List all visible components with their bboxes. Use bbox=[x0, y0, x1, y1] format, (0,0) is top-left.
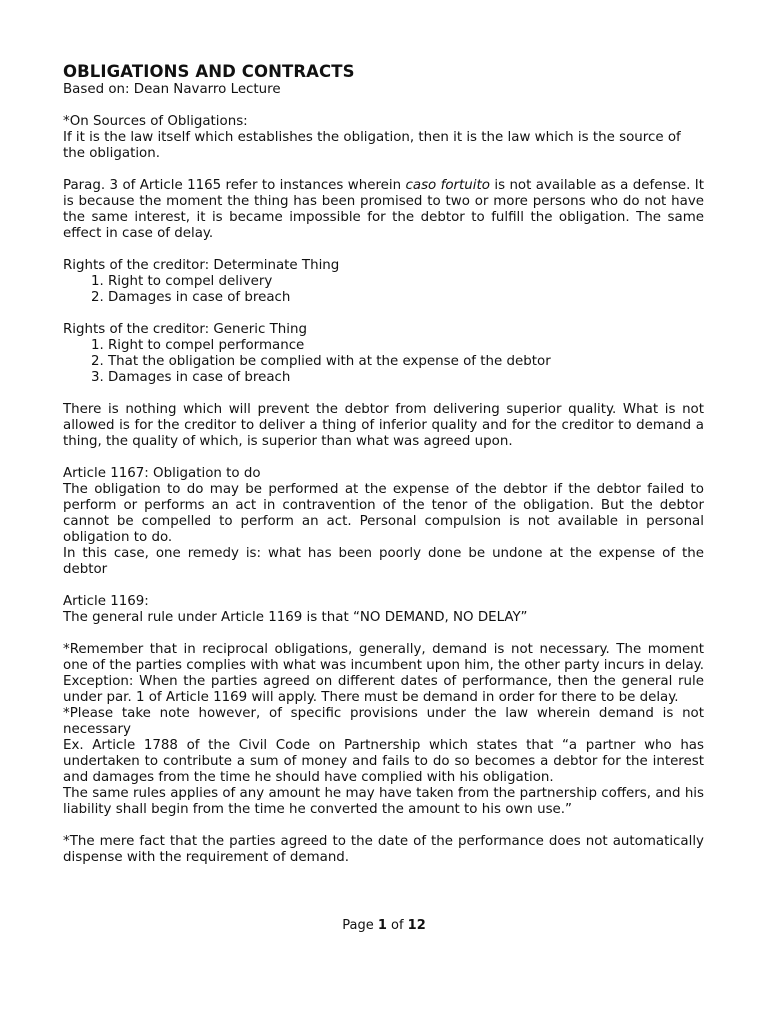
article-1169-heading: Article 1169: bbox=[63, 594, 149, 609]
same-rules-paragraph: The same rules applies of any amount he may have taken from the partnership coffers, and his liability shall begin from the time he converted the amount to his own use.” bbox=[63, 786, 704, 817]
sources-heading: *On Sources of Obligations: bbox=[63, 114, 248, 129]
parag3-text-after: is not available as a defense. It is because the moment the thing has been promised to two or more persons who do not have the same interest, it is became impossible for the debtor to fulfill the obligation. The same effect in case of delay. bbox=[63, 178, 705, 241]
article-1167-remedy: In this case, one remedy is: what has been poorly done be undone at the expense of the debtor bbox=[63, 546, 704, 577]
page-footer bbox=[0, 918, 768, 933]
page-number: 1 bbox=[377, 918, 387, 933]
note-paragraph: *Please take note however, of specific provisions under the law wherein demand is not necessary bbox=[63, 706, 704, 737]
document-body bbox=[63, 62, 704, 866]
mere-fact-paragraph: *The mere fact that the parties agreed to the date of the performance does not automatically dispense with the requirement of demand. bbox=[63, 834, 704, 865]
list-item: 1. Right to compel delivery bbox=[108, 274, 704, 290]
determinate-heading: Rights of the creditor: Determinate Thing bbox=[63, 258, 340, 273]
total-pages: 12 bbox=[407, 918, 426, 933]
superior-quality-paragraph: There is nothing which will prevent the debtor from delivering superior quality. What is not allowed is for the creditor to deliver a thing of inferior quality and for the creditor to demand a thing, the quality of which, is superior than what was agreed upon. bbox=[63, 402, 704, 449]
article-1169-paragraph: The general rule under Article 1169 is that “NO DEMAND, NO DELAY” bbox=[63, 610, 528, 625]
article-1167-heading: Article 1167: Obligation to do bbox=[63, 466, 261, 481]
generic-heading: Rights of the creditor: Generic Thing bbox=[63, 322, 307, 337]
generic-list bbox=[63, 338, 704, 386]
example-paragraph: Ex. Article 1788 of the Civil Code on Partnership which states that “a partner who has undertaken to contribute a sum of money and fails to do so becomes a debtor for the interest and damages from the time he should have complied with his obligation. bbox=[63, 738, 704, 785]
parag3-italic-term: caso fortuito bbox=[405, 178, 490, 193]
remember-paragraph: *Remember that in reciprocal obligations, generally, demand is not necessary. The moment one of the parties complies with what was incumbent upon him, the other party incurs in delay. bbox=[63, 642, 704, 673]
list-item: 3. Damages in case of breach bbox=[108, 370, 704, 386]
document-title: OBLIGATIONS AND CONTRACTS bbox=[63, 62, 355, 81]
list-item: 2. Damages in case of breach bbox=[108, 290, 704, 306]
article-1167-paragraph: The obligation to do may be performed at the expense of the debtor if the debtor failed to perform or performs an act in contravention of the tenor of the obligation. But the debtor cannot be compelled to perform an act. Personal compulsion is not available in personal obligation to do. bbox=[63, 482, 704, 545]
exception-paragraph: Exception: When the parties agreed on different dates of performance, then the general rule under par. 1 of Article 1169 will apply. There must be demand in order for there to be delay. bbox=[63, 674, 704, 705]
of-label: of bbox=[386, 918, 408, 933]
page-label: Page bbox=[342, 918, 378, 933]
parag3-paragraph bbox=[63, 178, 704, 242]
list-item: 1. Right to compel performance bbox=[108, 338, 704, 354]
sources-paragraph: If it is the law itself which establishes the obligation, then it is the law which is the source of the obligation. bbox=[63, 130, 681, 161]
list-item: 2. That the obligation be complied with at the expense of the debtor bbox=[108, 354, 704, 370]
document-subtitle: Based on: Dean Navarro Lecture bbox=[63, 82, 281, 97]
parag3-text-before: Parag. 3 of Article 1165 refer to instances wherein bbox=[63, 178, 406, 193]
determinate-list bbox=[63, 274, 704, 306]
